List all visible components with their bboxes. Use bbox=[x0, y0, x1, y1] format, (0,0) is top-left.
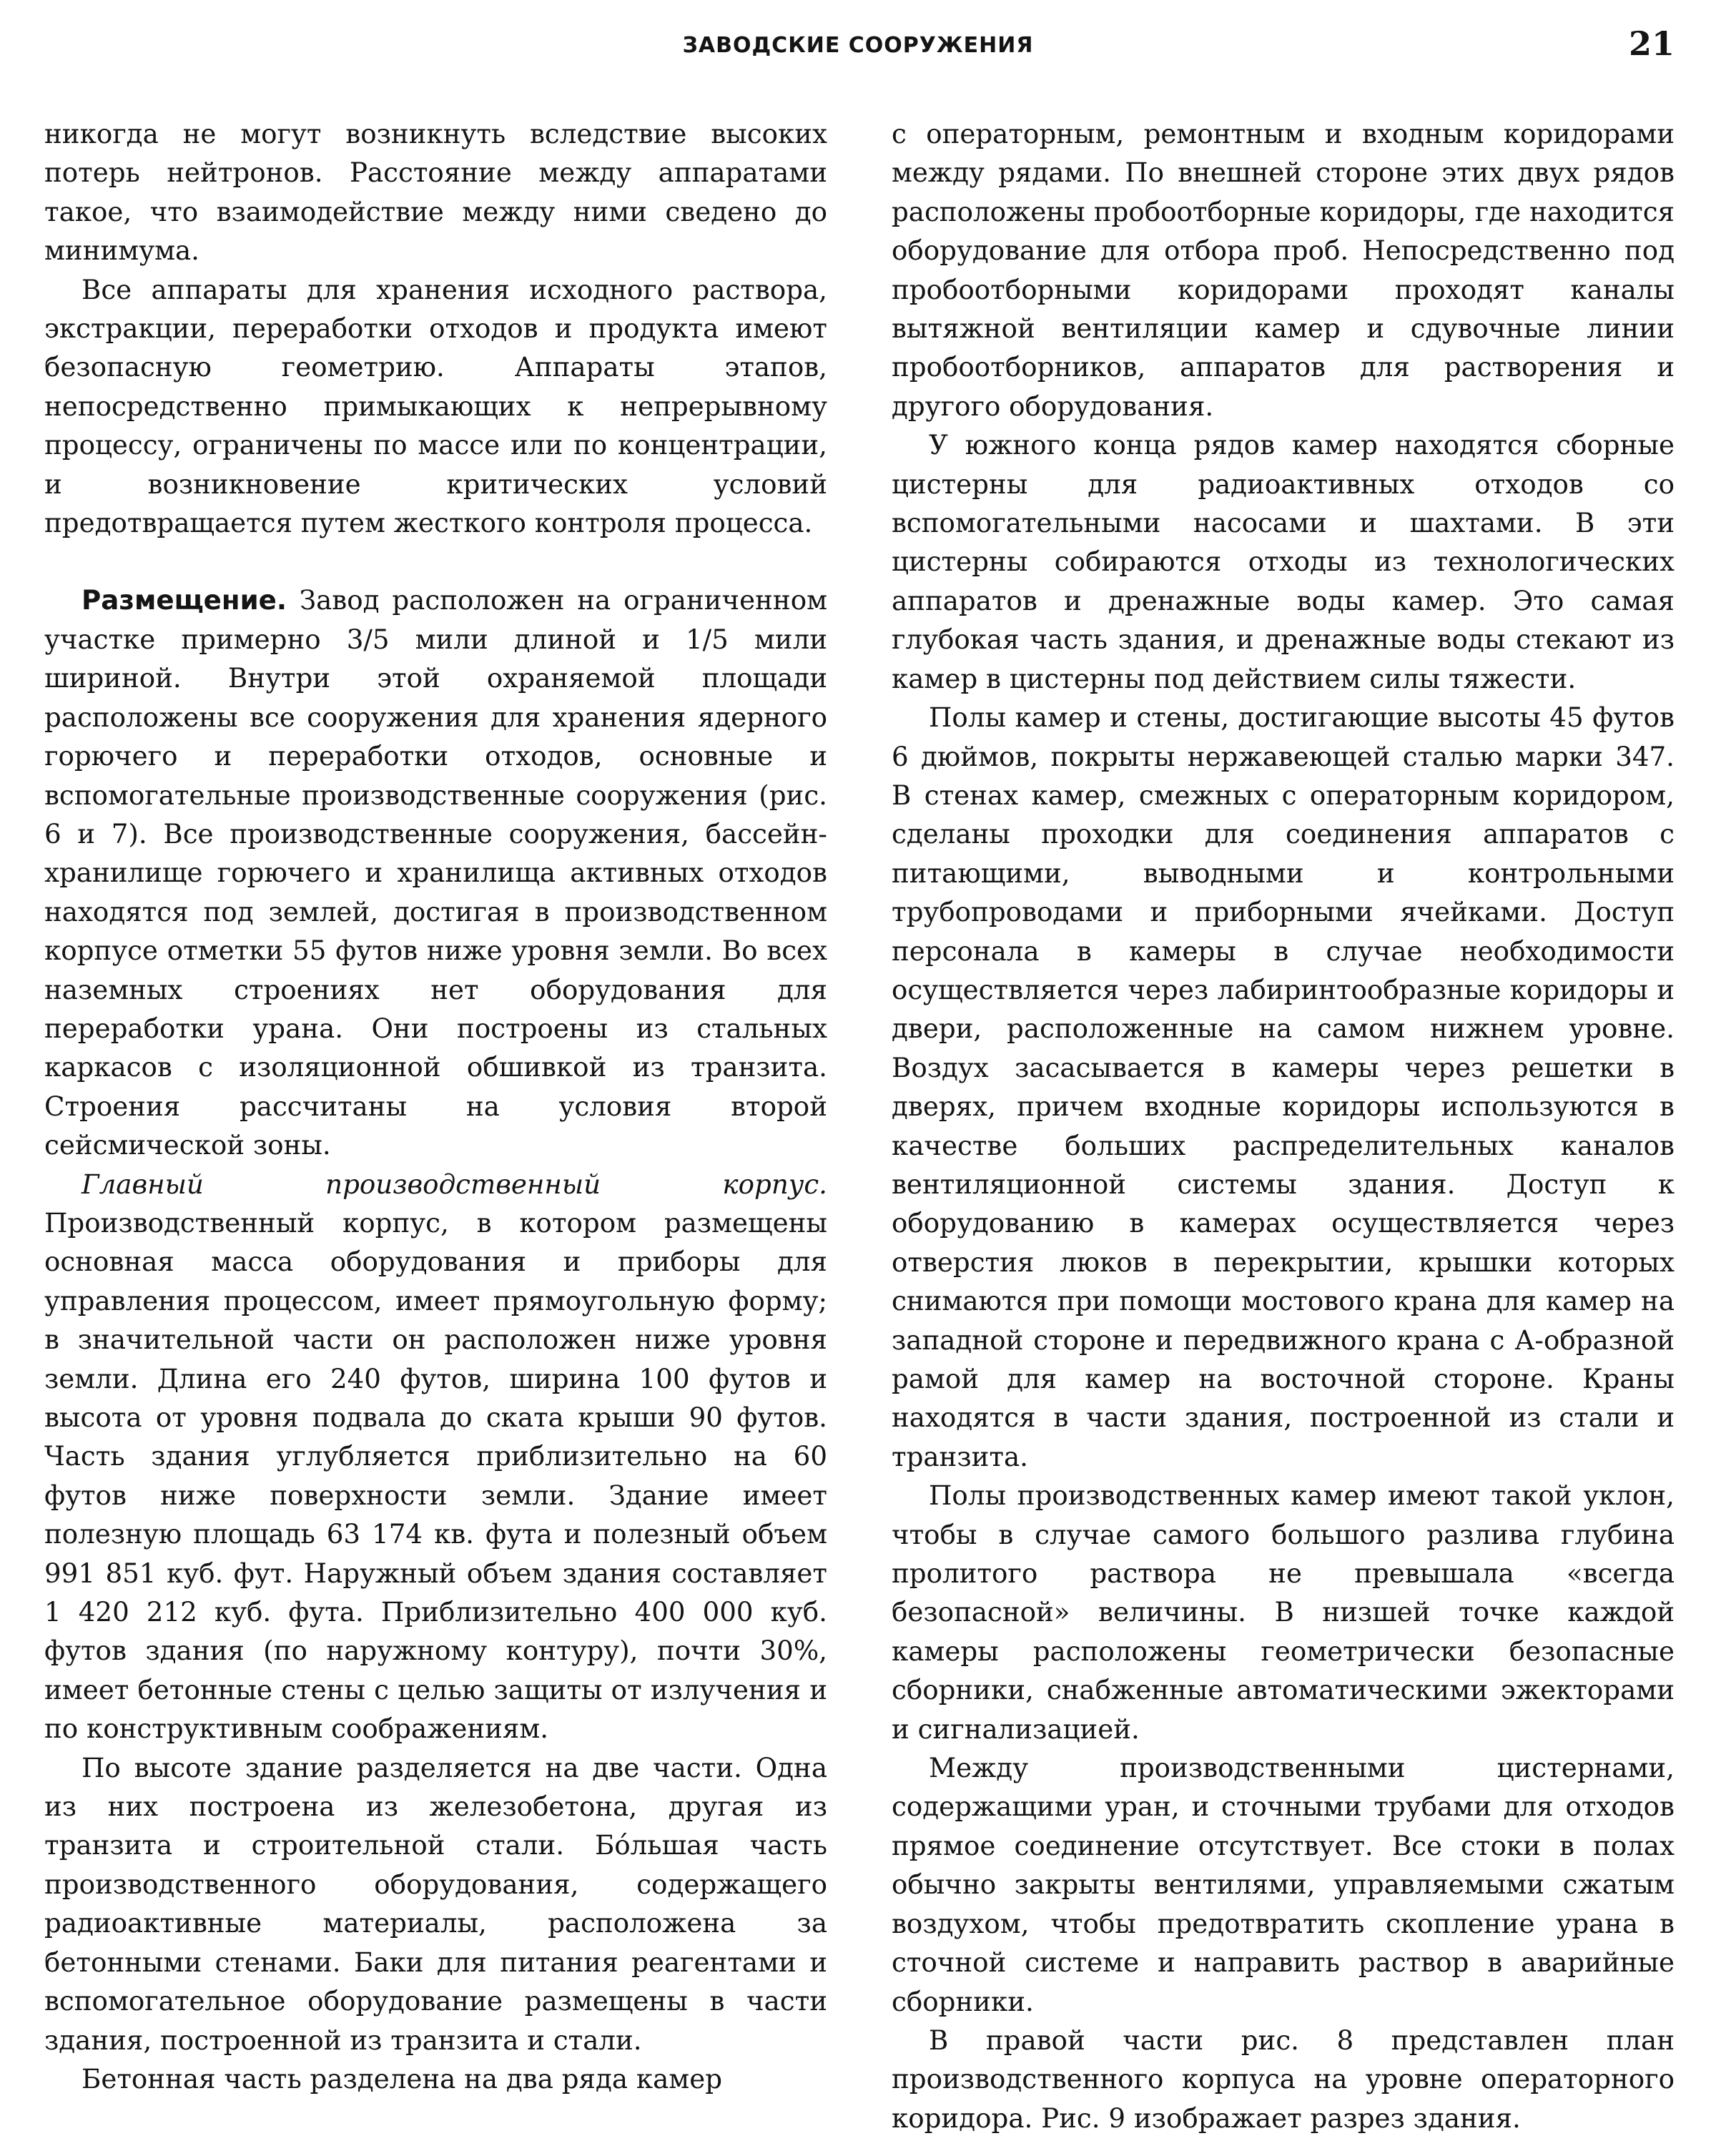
paragraph: с операторным, ремонтным и входным коридорами между рядами. По внешней стороне этих двух рядов расположены пробоотборные коридоры, где находится оборудование для отбора проб. Непосредственно под пробоотборными коридорами проходят каналы вытяжной вентиляции камер и сдувочные линии пробоотборников, аппаратов для растворения и другого оборудования. bbox=[892, 118, 1675, 422]
paragraph: У южного конца рядов камер находятся сборные цистерны для радиоактивных отходов со вспомогательными насосами и шахтами. В эти цистерны собираются отходы из технологических аппаратов и дренажные воды камер. Это самая глубокая часть здания, и дренажные воды стекают из камер в цистерны под действием силы тяжести. bbox=[892, 429, 1675, 694]
paragraph-text: Завод расположен на ограниченном участке примерно 3/5 мили длиной и 1/5 мили шириной. Внутри этой охраняемой площади расположены все сооружения для хранения ядерного горючего и переработки отходов, основные и вспомогательные производственные сооружения (рис. 6 и 7). Все производственные сооружения, бассейн-хранилище горючего и хранилища активных отходов находятся под землей, достигая в производственном корпусе отметки 55 футов ниже уровня земли. Во всех наземных строениях нет оборудования для переработки урана. Они построены из стальных каркасов с изоляционной обшивкой из транзита. Строения рассчитаны на условия второй сейсмической зоны. bbox=[44, 584, 828, 1161]
paragraph: никогда не могут возникнуть вследствие высоких потерь нейтронов. Расстояние между аппаратами такое, что взаимодействие между ними сведено до минимума. bbox=[44, 118, 827, 267]
paragraph: Все аппараты для хранения исходного раствора, экстракции, переработки отходов и продукта имеют безопасную геометрию. Аппараты этапов, непосредственно примыкающих к непрерывному процессу, ограничены по массе или по концентрации, и возникновение критических условий предотвращается путем жесткого контроля процесса. bbox=[44, 273, 827, 539]
paragraph: Полы производственных камер имеют такой уклон, чтобы в случае самого большого разлива глубина пролитого раствора не превышала «всегда безопасной» величины. В низшей точке каждой камеры расположены геометрически безопасные сборники, снабженные автоматическими эжекторами и сигнализацией. bbox=[892, 1480, 1675, 1745]
page-header bbox=[0, 24, 1716, 74]
paragraph: Между производственными цистернами, содержащими уран, и сточными трубами для отходов прямое соединение отсутствует. Все стоки в полах обычно закрыты вентилями, управляемыми сжатым воздухом, чтобы предотвратить скопление урана в сточной системе и направить раствор в аварийные сборники. bbox=[892, 1752, 1675, 2017]
paragraph: Бетонная часть разделена на два ряда камер bbox=[82, 2062, 723, 2095]
section-paragraph-main-building bbox=[44, 1165, 827, 1748]
paragraph: Полы камер и стены, достигающие высоты 45 футов 6 дюймов, покрыты нержавеющей сталью марки 347. В стенах камер, смежных с операторным коридором, сделаны проходки для соединения аппаратов с питающими, выводными и контрольными трубопроводами и приборными ячейками. Доступ персонала в камеры в случае необходимости осуществляется через лабиринтообразные коридоры и двери, расположенные на самом нижнем уровне. Воздух засасывается в камеры через решетки в дверях, причем входные коридоры используются в качестве больших распределительных каналов вентиляционной системы здания. Доступ к оборудованию в камерах осуществляется через отверстия люков в перекрытии, крышки которых снимаются при помощи мостового крана для камер на западной стороне и передвижного крана с А-образной рамой для камер на восточной стороне. Краны находятся в части здания, построенной из стали и транзита. bbox=[892, 702, 1675, 1472]
section-paragraph-placement bbox=[44, 581, 827, 1164]
left-column bbox=[44, 114, 827, 2098]
page-number: 21 bbox=[1628, 24, 1675, 63]
section-heading-placement: Размещение. bbox=[82, 584, 287, 616]
subsection-heading-main-building: Главный производственный корпус. bbox=[82, 1168, 827, 1200]
running-title: ЗАВОДСКИЕ СООРУЖЕНИЯ bbox=[682, 33, 1034, 58]
paragraph: По высоте здание разделяется на две части. Одна из них построена из железобетона, другая из транзита и строительной стали. Бо́льшая часть производственного оборудования, содержащего радиоактивные материалы, расположена за бетонными стенами. Баки для питания реагентами и вспомогательное оборудование размещены в части здания, построенной из транзита и стали. bbox=[44, 1751, 827, 2056]
paragraph-text: Производственный корпус, в котором размещены основная масса оборудования и приборы для управления процессом, имеет прямоугольную форму; в значительной части он расположен ниже уровня земли. Длина его 240 футов, ширина 100 футов и высота от уровня подвала до ската крыши 90 футов. Часть здания углубляется приблизительно на 60 футов ниже поверхности земли. Здание имеет полезную площадь 63 174 кв. фута и полезный объем 991 851 куб. фут. Наружный объем здания составляет 1 420 212 куб. фута. Приблизительно 400 000 куб. футов здания (по наружному контуру), почти 30%, имеет бетонные стены с целью защиты от излучения и по конструктивным соображениям. bbox=[44, 1206, 827, 1745]
paragraph: В правой части рис. 8 представлен план производственного корпуса на уровне операторного коридора. Рис. 9 изображает разрез здания. bbox=[892, 2024, 1675, 2134]
right-column bbox=[892, 114, 1675, 2137]
